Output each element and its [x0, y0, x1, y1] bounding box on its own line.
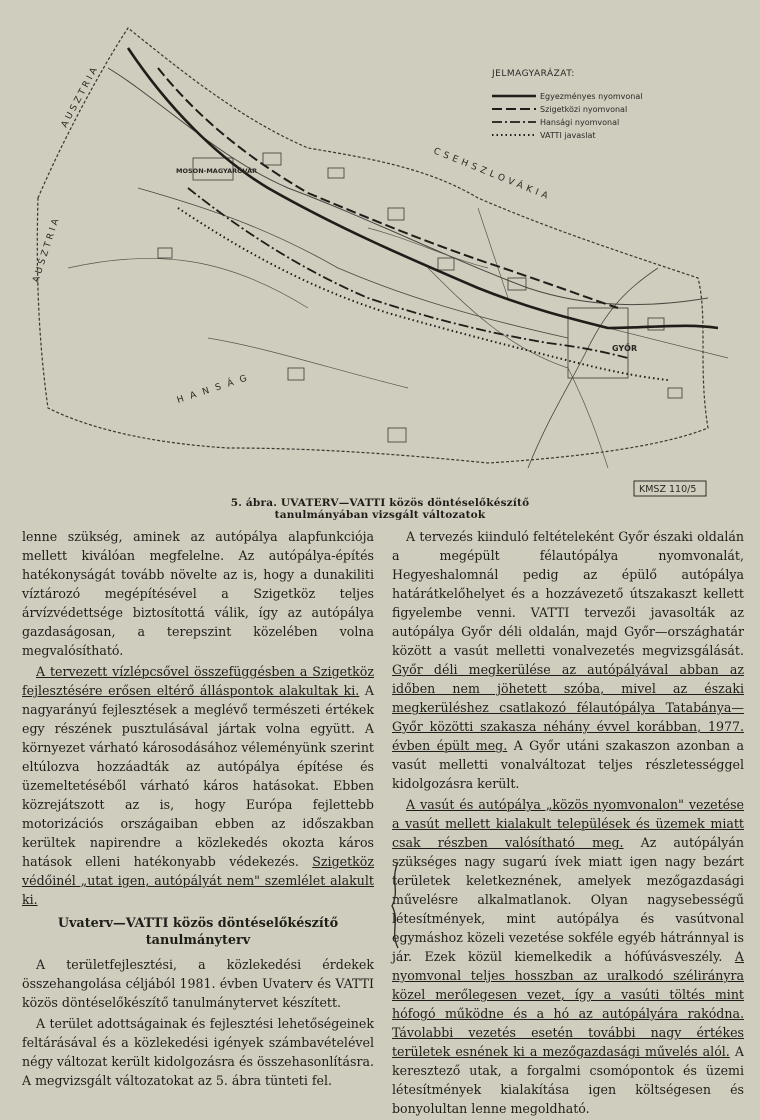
- river-branch: [138, 188, 568, 338]
- label-mosonmagyarovar: MOSON-MAGYARÓVÁR: [176, 167, 258, 175]
- town-blobs: [158, 153, 682, 442]
- legend-items: [492, 91, 642, 140]
- section-heading: Uvaterv—VATTI közös döntéselőkészítő tanulmányterv: [57, 916, 339, 948]
- right-paragraph-2-underlined: A vasút és autópálya „közös nyomvonalon" vezetése a vasút mellett kialakult települések és üzemek miatt csak részben valósítható meg.: [392, 797, 744, 850]
- left-paragraph-2: [22, 662, 374, 909]
- legend-title: JELMAGYARÁZAT:: [492, 69, 575, 79]
- figure-caption-line2: tanulmányában vizsgált változatok: [274, 509, 486, 521]
- article-body: [0, 527, 760, 1116]
- river-raba: [528, 268, 658, 468]
- right-paragraph-1: [392, 527, 744, 793]
- margin-bracket-mark: [388, 860, 402, 950]
- label-austria-west: AUSZTRIA: [31, 215, 63, 284]
- right-paragraph-1-underlined: Győr déli megkerülése az autópályával abban az időben nem jöhetett szóba, mivel az északi megkerüléshez csatlakozó félautópálya Tatabánya—Győr közötti szakasza néhány évvel korábban, 1977. évben épült meg.: [392, 662, 744, 753]
- right-column: [392, 527, 744, 1120]
- label-gyor: GYŐR: [612, 344, 638, 353]
- right-paragraph-2-underlined-3: Távolabbi vezetés esetén további nagy értékes területek esnének ki a mezőgazdasági művelés alól.: [392, 1025, 744, 1059]
- route-egyezmenyes: [128, 48, 718, 328]
- route-map-drawing: [8, 8, 752, 498]
- label-hansag: H A N S Á G: [175, 373, 251, 406]
- figure-caption-line1: 5. ábra. UVATERV—VATTI közös döntéselőkészítő: [230, 497, 530, 509]
- left-paragraph-3: A területfejlesztési, a közlekedési érdekek összehangolása céljából 1981. évben Uvaterv és VATTI közös döntéselőkészítő tanulmánytervet készített.: [22, 957, 374, 1010]
- route-szigetkozi: [158, 68, 618, 308]
- right-paragraph-1-text: A tervezés kiinduló feltételeként Győr északi oldalán a megépült félautópálya nyomvonalát, Hegyeshalomnál pedig az épülő autópálya határátkelőhelyet és a hozzávezető útszakaszt kellett figyelembe venni. VATTI tervezői javasolták az autópálya Győr déli oldalán, majd Győr—országhatár között a vasút melletti vonalvezetés megvizsgálását.: [392, 529, 744, 658]
- legend-item-vatti: VATTI javaslat: [540, 131, 596, 140]
- route-hansagi: [188, 188, 628, 358]
- route-map: [8, 8, 752, 498]
- right-paragraph-2: [392, 795, 744, 1118]
- label-czechoslovakia: CSEHSZLOVÁKIA: [431, 146, 553, 204]
- left-paragraph-1: lenne szükség, aminek az autópálya alapfunkciója mellett kiválóan megfelelne. Az autópálya-építés hatékonyságát tovább növelte az is, hogy a dunakiliti víztározó megépítésével a Szigetköz teljes árvízvédettsége biztosítottá válik, így az autópálya gazdaságosan, a terepszint közelében volna megvalósítható.: [22, 529, 374, 658]
- left-paragraph-4: A terület adottságainak és fejlesztési lehetőségeinek feltárásával és a közlekedési igények számbavételével négy változat került kidolgozásra és összehasonlításra. A megvizsgált változatokat az 5. ábra tünteti fel.: [22, 1016, 374, 1088]
- road-network: [68, 208, 728, 468]
- figure-caption: [60, 497, 700, 521]
- right-paragraph-2-underlined-2: A nyomvonal teljes hosszban az uralkodó szélirányra közel merőlegesen vezet, így a vasúti töltés mint hófogó működne és a hó az autópályára rakódna.: [392, 949, 744, 1021]
- label-austria-north: AUSZTRIA: [59, 63, 102, 130]
- left-column: [22, 527, 374, 1092]
- river-danube: [108, 68, 708, 305]
- right-paragraph-1-rest: A Győr utáni szakaszon azonban a vasút melletti vonalváltozat teljes részletességgel kidolgozásra került.: [392, 738, 744, 791]
- legend-item-hansagi: Hansági nyomvonal: [540, 118, 620, 127]
- left-paragraph-2-underlined-end: Szigetköz védőinél „utat igen, autópályát nem" szemlélet alakult ki.: [22, 854, 374, 907]
- legend-item-szigetkozi: Szigetközi nyomvonal: [540, 105, 628, 114]
- right-paragraph-2-text: Az autópályán szükséges nagy sugarú ívek miatt igen nagy bezárt területek keletkeznének, amelyek mezőgazdasági művelésre alkalmatlanok. Olyan nagysebességű létesítmények, mint autópálya és vasútvonal egymáshoz közeli vezetése sokféle egyéb hátránnyal is jár. Ezek közül kiemelkedik a hófúvásveszély.: [392, 835, 744, 964]
- right-paragraph-2-end: A keresztező utak, a forgalmi csomópontok és üzemi létesítmények kialakítása igen költségesen és bonyolultan lenne megoldható.: [392, 1044, 744, 1116]
- legend-item-egyezmenyes: Egyezményes nyomvonal: [540, 92, 643, 101]
- left-paragraph-2-underlined: A tervezett vízlépcsővel összefüggésben a Szigetköz fejlesztésére erősen eltérő álláspontok alakultak ki.: [22, 664, 374, 698]
- left-paragraph-2-text: A nagyarányú fejlesztések a meglévő természeti értékek egy részének pusztulásával jártak volna együtt. A környezet várható károsodásához véleményünk szerint eltúlozva hozzáadták az autópálya építése és üzemeltetéséből várható káros hatásokat. Ebben közrejátszott az is, hogy Európa fejlettebb motorizációs országaiban ebben az időszakban kerültek napirendre a közlekedés okozta káros hatások elleni hatékonyabb védekezés.: [22, 683, 375, 869]
- stamp-text: KMSZ 110/5: [639, 484, 697, 495]
